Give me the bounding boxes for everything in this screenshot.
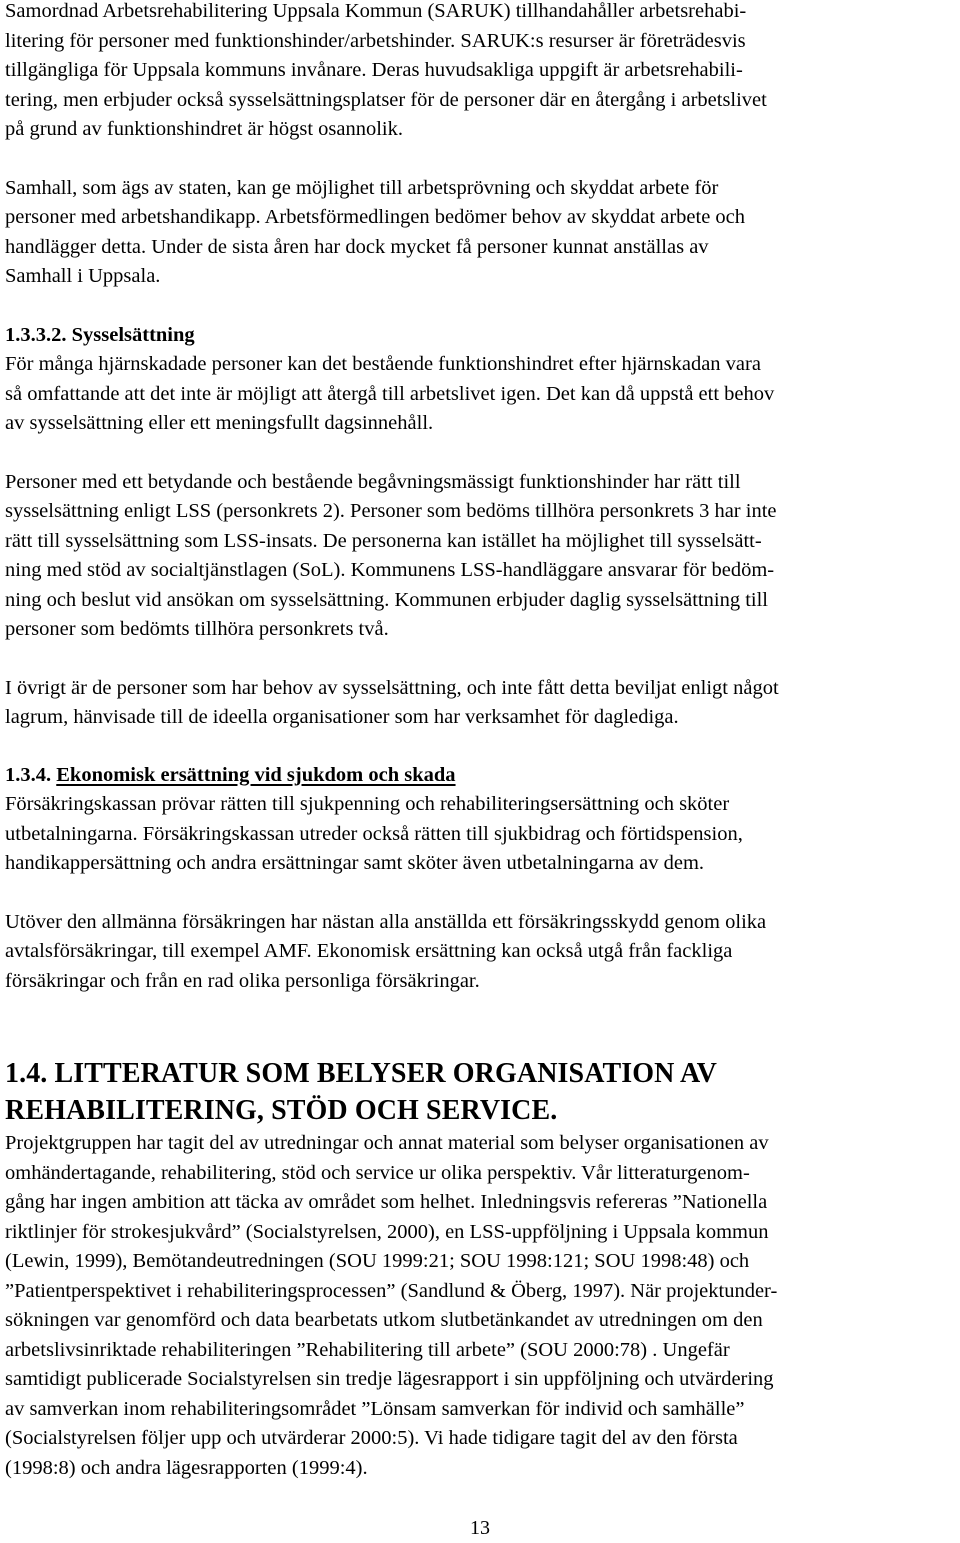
paragraph-lss xyxy=(5,468,957,645)
text-line: handlägger detta. Under de sista åren har dock mycket få personer kunnat anställas av xyxy=(5,235,709,258)
text-line: så omfattande att det inte är möjligt att återgå till arbetslivet igen. Det kan då uppstå ett behov xyxy=(5,382,775,405)
text-line: (Lewin, 1999), Bemötandeutredningen (SOU 1999:21; SOU 1998:121; SOU 1998:48) och xyxy=(5,1250,750,1272)
text-line: (Socialstyrelsen följer upp och utvärderar 2000:5). Vi hade tidigare tagit del av den första xyxy=(5,1427,738,1449)
section-title: Ekonomisk ersättning vid sjukdom och skada xyxy=(56,763,456,786)
text-line: av samverkan inom rehabiliteringsområdet ”Lönsam samverkan för individ och samhälle” xyxy=(5,1397,745,1420)
text-line: rätt till sysselsättning som LSS-insats. De personerna kan istället ha möjlighet till sysselsätt- xyxy=(5,529,762,552)
text-line: Personer med ett betydande och bestående begåvningsmässigt funktionshinder har rätt till xyxy=(5,470,741,493)
text-line: sökningen var genomförd och data bearbetats utkom slutbetänkandet av utredningen om den xyxy=(5,1309,763,1331)
text-line: samtidigt publicerade Socialstyrelsen sin tredje lägesrapport i sin uppföljning och utvärdering xyxy=(5,1368,774,1390)
text-line: lagrum, hänvisade till de ideella organisationer som har verksamhet för daglediga. xyxy=(5,706,679,728)
text-line: personer som bedömts tillhöra personkrets två. xyxy=(5,618,389,640)
paragraph-samhall xyxy=(5,174,957,292)
text-line: avtalsförsäkringar, till exempel AMF. Ekonomisk ersättning kan också utgå från fackliga xyxy=(5,940,733,962)
text-line: riktlinjer för strokesjukvård” (Socialstyrelsen, 2000), en LSS-uppföljning i Uppsala kommun xyxy=(5,1220,769,1243)
text-line: Samordnad Arbetsrehabilitering Uppsala Kommun (SARUK) tillhandahåller arbetsrehabi- xyxy=(5,0,747,22)
text-line: utbetalningarna. Försäkringskassan utreder också rätten till sjukbidrag och förtidspension, xyxy=(5,822,743,845)
paragraph-ovrigt xyxy=(5,674,957,733)
text-line: ning och beslut vid ansökan om sysselsättning. Kommunen erbjuder daglig sysselsättning till xyxy=(5,588,768,611)
section-litteratur xyxy=(5,1055,957,1483)
text-line: Samhall, som ägs av staten, kan ge möjlighet till arbetsprövning och skyddat arbete för xyxy=(5,176,719,199)
text-line: personer med arbetshandikapp. Arbetsförmedlingen bedömer behov av skyddat arbete och xyxy=(5,206,746,228)
text-line: arbetslivsinriktade rehabiliteringen ”Rehabilitering till arbete” (SOU 2000:78) . Ungefär xyxy=(5,1338,730,1361)
page-number: 13 xyxy=(470,1517,490,1539)
text-line: på grund av funktionshindret är högst osannolik. xyxy=(5,118,403,140)
text-line: tillgängliga för Uppsala kommuns invånare. Deras huvudsakliga uppgift är arbetsrehabili- xyxy=(5,59,743,81)
text-line: ning med stöd av socialtjänstlagen (SoL). Kommunens LSS-handläggare ansvarar för bedöm- xyxy=(5,559,775,581)
document-page xyxy=(5,0,957,1483)
text-line: För många hjärnskadade personer kan det bestående funktionshindret efter hjärnskadan vara xyxy=(5,353,761,375)
text-line: Försäkringskassan prövar rätten till sjukpenning och rehabiliteringsersättning och sköter xyxy=(5,793,730,815)
section-heading xyxy=(5,761,957,791)
text-line: I övrigt är de personer som har behov av sysselsättning, och inte fått detta beviljat enligt något xyxy=(5,676,779,699)
text-line: litering för personer med funktionshinder/arbetshinder. SARUK:s resurser är företrädesvis xyxy=(5,29,746,52)
section-heading: 1.3.3.2. Sysselsättning xyxy=(5,323,195,346)
text-line: Utöver den allmänna försäkringen har nästan alla anställda ett försäkringsskydd genom olika xyxy=(5,910,767,933)
text-line: sysselsättning enligt LSS (personkrets 2). Personer som bedöms tillhöra personkrets 3 har inte xyxy=(5,500,777,522)
text-line: handikappersättning och andra ersättningar samt sköter även utbetalningarna av dem. xyxy=(5,852,705,874)
text-line: omhändertagande, rehabilitering, stöd och service ur olika perspektiv. Vår litteraturgenom- xyxy=(5,1161,750,1184)
text-line: (1998:8) och andra lägesrapporten (1999:4). xyxy=(5,1456,368,1479)
text-line: ”Patientperspektivet i rehabiliteringsprocessen” (Sandlund & Öberg, 1997). När projektunder- xyxy=(5,1279,778,1302)
paragraph-saruk xyxy=(5,0,957,145)
section-number: 1.3.4. xyxy=(5,763,52,786)
chapter-heading-line: 1.4. LITTERATUR SOM BELYSER ORGANISATION AV xyxy=(5,1058,717,1089)
paragraph-avtalsforsakringar xyxy=(5,908,957,997)
text-line: av sysselsättning eller ett meningsfullt dagsinnehåll. xyxy=(5,412,434,434)
section-sysselsattning xyxy=(5,321,957,439)
text-line: Samhall i Uppsala. xyxy=(5,265,161,287)
text-line: gång har ingen ambition att täcka av området som helhet. Inledningsvis refereras ”Nationella xyxy=(5,1191,768,1213)
chapter-heading-line: REHABILITERING, STÖD OCH SERVICE. xyxy=(5,1095,558,1126)
text-line: Projektgruppen har tagit del av utredningar och annat material som belyser organisationen av xyxy=(5,1132,769,1154)
text-line: försäkringar och från en rad olika personliga försäkringar. xyxy=(5,969,480,992)
text-line: tering, men erbjuder också sysselsättningsplatser för de personer där en återgång i arbetslivet xyxy=(5,88,767,111)
section-ekonomisk-ersattning xyxy=(5,761,957,879)
